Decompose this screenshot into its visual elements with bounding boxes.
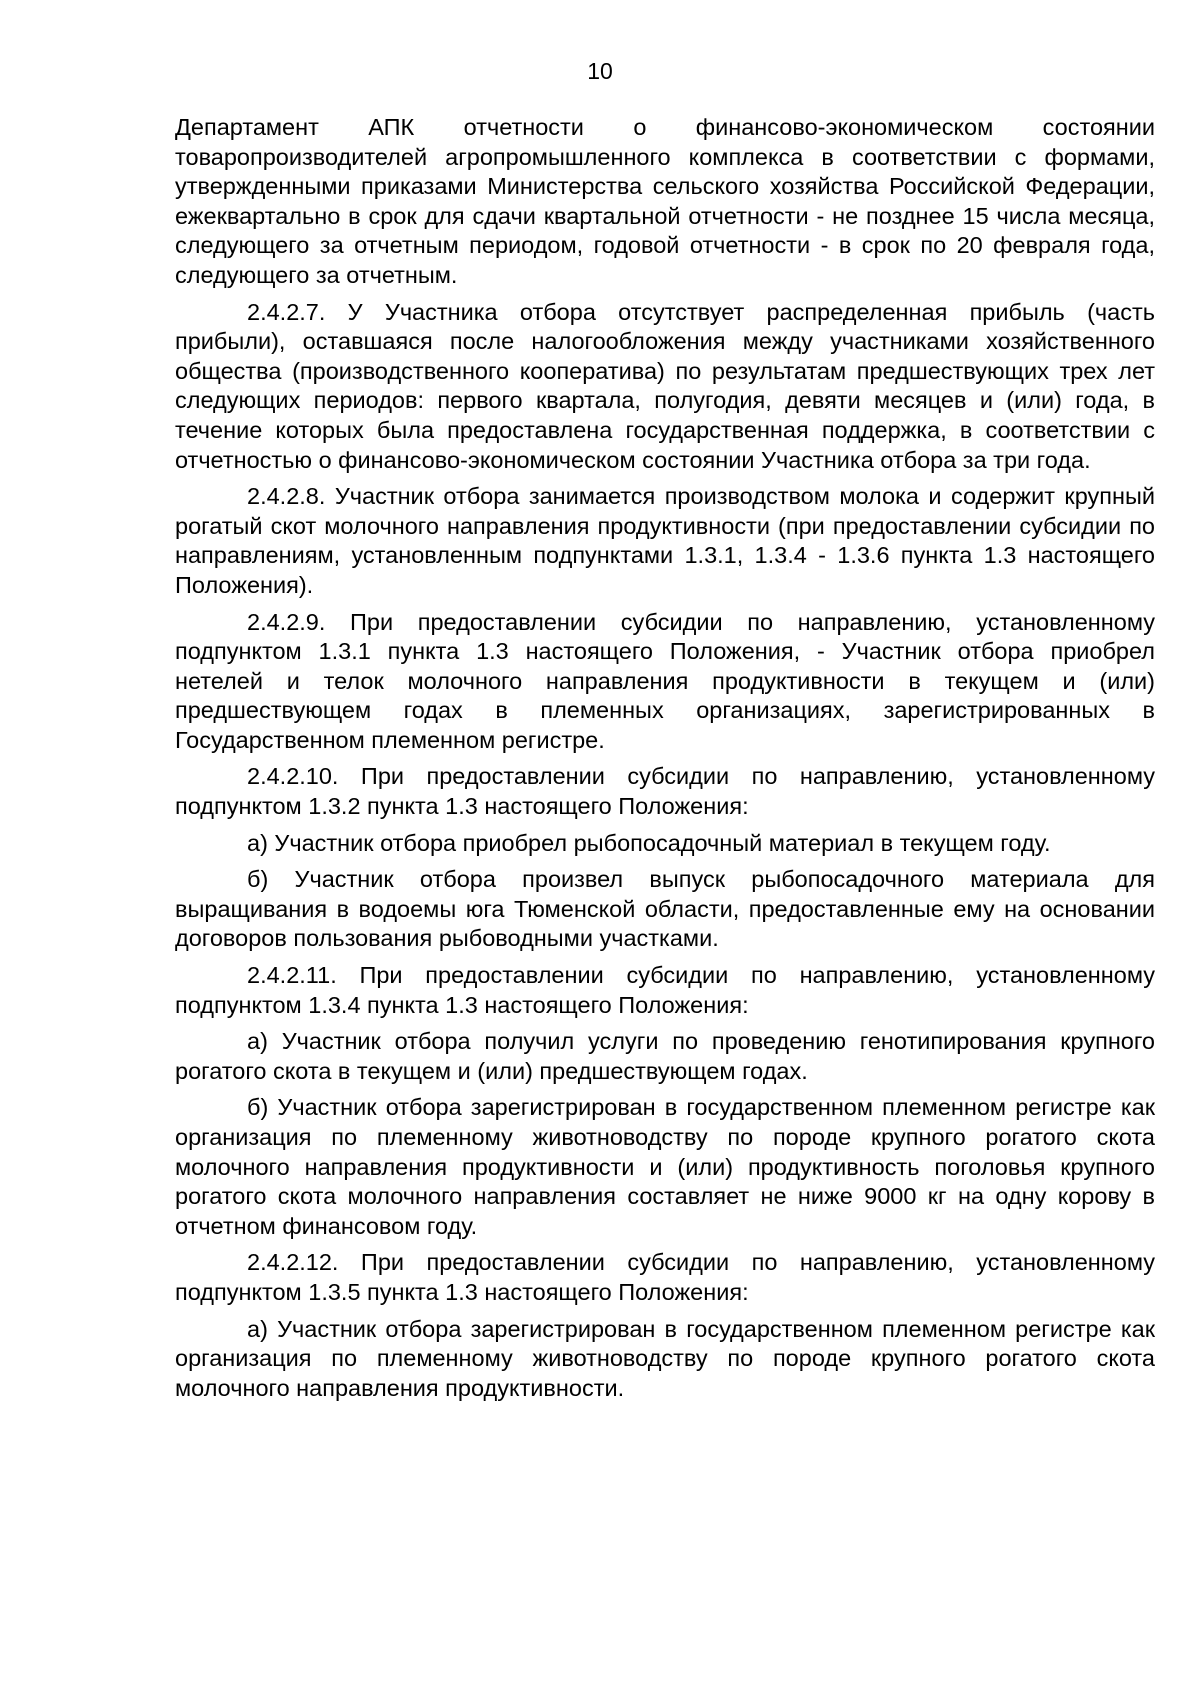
paragraph-2-4-2-12: 2.4.2.12. При предоставлении субсидии по направлению, установленному подпунктом 1.3.5 пункта 1.3 настоящего Положения: [175, 1249, 1155, 1305]
document-body [175, 113, 1155, 1410]
paragraph-2-4-2-10: 2.4.2.10. При предоставлении субсидии по направлению, установленному подпунктом 1.3.2 пункта 1.3 настоящего Положения: [175, 763, 1155, 820]
paragraph-2-4-2-7: 2.4.2.7. У Участника отбора отсутствует распределенная прибыль (часть прибыли), оставшаяся после налогообложения между участниками хозяйственного общества (производственного кооператива) по результатам предшествующих трех лет следующих периодов: первого квартала, полугодия, девяти месяцев и (или) года, в течение которых была предоставлена государственная поддержка, в соответствии с отчетностью о финансово-экономическом состоянии Участника отбора за три года. [175, 298, 1155, 473]
paragraph-2-4-2-11-b: б) Участник отбора зарегистрирован в государственном племенном регистре как организация по племенному животноводству по породе крупного рогатого скота молочного направления продуктивности и (или) продуктивность поголовья крупного рогатого скота молочного направления составляет не ниже 9000 кг на одну корову в отчетном финансовом году. [175, 1094, 1155, 1239]
paragraph-2-4-2-10-a: а) Участник отбора приобрел рыбопосадочный материал в текущем году. [247, 829, 1051, 856]
paragraph-2-4-2-11-a: а) Участник отбора получил услуги по проведению генотипирования крупного рогатого скота в текущем и (или) предшествующем годах. [175, 1028, 1155, 1084]
paragraph-continuation: Департамент АПК отчетности о финансово-экономическом состоянии товаропроизводителей агропромышленного комплекса в соответствии с формами, утвержденными приказами Министерства сельского хозяйства Российской Федерации, ежеквартально в срок для сдачи квартальной отчетности - не позднее 15 числа месяца, следующего за отчетным периодом, годовой отчетности - в срок по 20 февраля года, следующего за отчетным. [175, 114, 1155, 288]
page-number: 10 [587, 58, 613, 84]
paragraph-2-4-2-10-b: б) Участник отбора произвел выпуск рыбопосадочного материала для выращивания в водоемы юга Тюменской области, предоставленные ему на основании договоров пользования рыбоводными участками. [175, 866, 1155, 952]
paragraph-2-4-2-9: 2.4.2.9. При предоставлении субсидии по направлению, установленному подпунктом 1.3.1 пункта 1.3 настоящего Положения, - Участник отбора приобрел нетелей и телок молочного направления продуктивности в текущем и (или) предшествующем годах в племенных организациях, зарегистрированных в Государственном племенном регистре. [175, 608, 1155, 753]
paragraph-2-4-2-12-a: а) Участник отбора зарегистрирован в государственном племенном регистре как организация по племенному животноводству по породе крупного рогатого скота молочного направления продуктивности. [175, 1315, 1155, 1401]
paragraph-2-4-2-8: 2.4.2.8. Участник отбора занимается производством молока и содержит крупный рогатый скот молочного направления продуктивности (при предоставлении субсидии по направлениям, установленным подпунктами 1.3.1, 1.3.4 - 1.3.6 пункта 1.3 настоящего Положения). [175, 483, 1155, 598]
paragraph-2-4-2-11: 2.4.2.11. При предоставлении субсидии по направлению, установленному подпунктом 1.3.4 пункта 1.3 настоящего Положения: [175, 962, 1155, 1018]
